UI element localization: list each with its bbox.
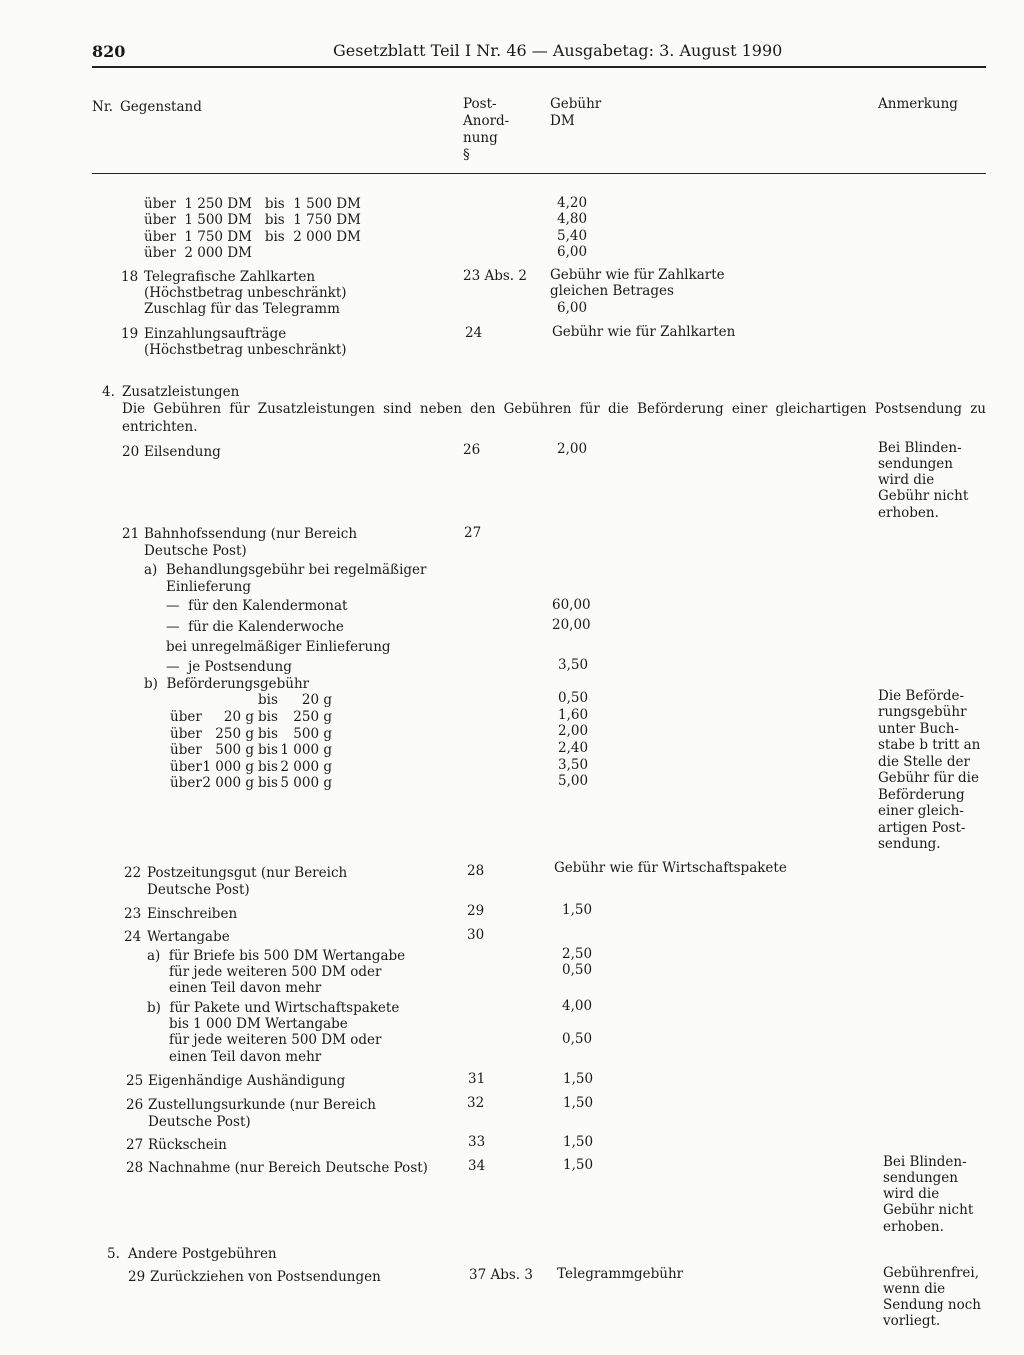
remark: wird die xyxy=(883,1186,940,1202)
sub-item: a) für Briefe bis 500 DM Wertangabe xyxy=(147,948,406,964)
fee-text: gleichen Betrages xyxy=(550,283,674,299)
item-text: Bahnhofssendung (nur Bereich xyxy=(144,526,358,542)
item-number: 27 xyxy=(126,1137,144,1153)
item-text: (Höchstbetrag unbeschränkt) xyxy=(144,285,347,301)
fee-value: 5,00 xyxy=(558,773,589,789)
fee-value: 4,80 xyxy=(557,211,588,227)
item-text: (Höchstbetrag unbeschränkt) xyxy=(144,342,347,358)
fee-value: 1,50 xyxy=(563,1071,594,1087)
fee-value: 6,00 xyxy=(557,244,588,260)
sub-item: bis 1 000 DM Wertangabe xyxy=(169,1016,348,1032)
sub-item: — für die Kalenderwoche xyxy=(166,619,344,635)
item-number: 25 xyxy=(126,1073,144,1089)
fee-value: 2,40 xyxy=(558,740,589,756)
item-text: Nachnahme (nur Bereich Deutsche Post) xyxy=(148,1160,428,1176)
remark: Sendung noch xyxy=(883,1297,981,1313)
paragraph-ref: 26 xyxy=(463,442,481,458)
weight-bis: bis xyxy=(258,726,278,742)
item-number: 19 xyxy=(121,326,139,342)
fee-text: Gebühr wie für Zahlkarten xyxy=(552,324,736,340)
fee-value: 1,60 xyxy=(558,707,589,723)
remark: wenn die xyxy=(883,1281,946,1297)
section-intro: entrichten. xyxy=(122,419,198,435)
weight-from: 2 000 g xyxy=(202,775,254,791)
col-gebuehr-2: DM xyxy=(550,113,575,129)
weight-from: 20 g xyxy=(223,709,254,725)
remark: Beförderung xyxy=(878,787,965,803)
item-text: Einschreiben xyxy=(147,906,238,922)
remark: Gebühr nicht xyxy=(883,1202,974,1218)
sub-item: a) Behandlungsgebühr bei regelmäßiger xyxy=(144,562,427,578)
fee-value: 20,00 xyxy=(552,617,591,633)
remark: die Stelle der xyxy=(878,754,970,770)
item-text: Rückschein xyxy=(148,1137,227,1153)
col-post-anordnung-4: § xyxy=(463,147,470,163)
paragraph-ref: 34 xyxy=(468,1158,486,1174)
remark: wird die xyxy=(878,472,935,488)
paragraph-ref: 31 xyxy=(468,1071,486,1087)
weight-bis: bis xyxy=(258,692,278,708)
weight-ueber: über xyxy=(170,742,202,758)
fee-value: 2,00 xyxy=(558,723,589,739)
weight-ueber: über xyxy=(170,759,202,775)
sub-item: Einlieferung xyxy=(166,579,251,595)
item-text: Zustellungsurkunde (nur Bereich xyxy=(148,1097,376,1113)
fee-value: 1,50 xyxy=(563,1095,594,1111)
remark: erhoben. xyxy=(883,1219,944,1235)
sub-item: für jede weiteren 500 DM oder xyxy=(169,964,382,980)
fee-value: 0,50 xyxy=(558,690,589,706)
sub-item: bei unregelmäßiger Einlieferung xyxy=(166,639,391,655)
item-text: Zuschlag für das Telegramm xyxy=(144,301,340,317)
item-text: Deutsche Post) xyxy=(144,543,247,559)
item-text: Wertangabe xyxy=(147,929,230,945)
weight-bis: bis xyxy=(258,759,278,775)
item-number: 28 xyxy=(126,1160,144,1176)
section-intro: Die Gebühren für Zusatzleistungen sind neben den Gebühren für die Beförderung einer gleichartigen Postsendung zu xyxy=(122,401,986,417)
paragraph-ref: 32 xyxy=(467,1095,485,1111)
col-gegenstand: Gegenstand xyxy=(120,99,202,115)
remark: vorliegt. xyxy=(883,1313,941,1329)
col-gebuehr-1: Gebühr xyxy=(550,96,602,112)
col-post-anordnung-2: Anord- xyxy=(463,113,510,129)
item-number: 29 xyxy=(128,1269,146,1285)
weight-bis: bis xyxy=(258,742,278,758)
remark: artigen Post- xyxy=(878,820,966,836)
item-number: 24 xyxy=(124,929,142,945)
weight-ueber: über xyxy=(170,775,202,791)
remark: unter Buch- xyxy=(878,721,959,737)
fee-value: 60,00 xyxy=(552,597,591,613)
fee-value: 1,50 xyxy=(563,1157,594,1173)
remark: einer gleich- xyxy=(878,803,964,819)
sub-item: b) Beförderungsgebühr xyxy=(144,676,310,692)
weight-to: 250 g xyxy=(293,709,332,725)
remark: Gebühr für die xyxy=(878,770,979,786)
paragraph-ref: 37 Abs. 3 xyxy=(469,1267,533,1283)
remark: Bei Blinden- xyxy=(883,1154,967,1170)
fee-value: 2,00 xyxy=(557,441,588,457)
remark: stabe b tritt an xyxy=(878,737,981,753)
weight-to: 5 000 g xyxy=(280,775,332,791)
item-text: Einzahlungsaufträge xyxy=(144,326,287,342)
weight-to: 2 000 g xyxy=(280,759,332,775)
item-number: 26 xyxy=(126,1097,144,1113)
list-item: über 1 250 DM bis 1 500 DM xyxy=(144,196,361,212)
item-number: 20 xyxy=(122,444,140,460)
remark: Bei Blinden- xyxy=(878,440,962,456)
item-text: Eilsendung xyxy=(144,444,221,460)
col-post-anordnung-3: nung xyxy=(463,130,498,146)
paragraph-ref: 24 xyxy=(465,325,483,341)
sub-item: für jede weiteren 500 DM oder xyxy=(169,1032,382,1048)
fee-value: 1,50 xyxy=(562,902,593,918)
remark: erhoben. xyxy=(878,505,939,521)
item-text: Deutsche Post) xyxy=(147,882,250,898)
paragraph-ref: 23 Abs. 2 xyxy=(463,268,527,284)
paragraph-ref: 30 xyxy=(467,927,485,943)
item-text: Postzeitungsgut (nur Bereich xyxy=(147,865,348,881)
sub-item: einen Teil davon mehr xyxy=(169,1049,322,1065)
weight-bis: bis xyxy=(258,775,278,791)
weight-from: 500 g xyxy=(215,742,254,758)
weight-to: 20 g xyxy=(301,692,332,708)
item-text: Eigenhändige Aushändigung xyxy=(148,1073,346,1089)
sub-item: — je Postsendung xyxy=(166,659,292,675)
list-item: über 2 000 DM xyxy=(144,245,252,261)
fee-value: 6,00 xyxy=(557,300,588,316)
item-text: Telegrafische Zahlkarten xyxy=(144,269,316,285)
remark: Gebühr nicht xyxy=(878,488,969,504)
item-number: 23 xyxy=(124,906,142,922)
fee-value: 5,40 xyxy=(557,228,588,244)
remark: Gebührenfrei, xyxy=(883,1265,979,1281)
col-anmerkung: Anmerkung xyxy=(878,96,958,112)
sub-item: — für den Kalendermonat xyxy=(166,598,348,614)
weight-from: 1 000 g xyxy=(202,759,254,775)
weight-to: 500 g xyxy=(293,726,332,742)
remark: Die Beförde- xyxy=(878,688,965,704)
fee-value: 3,50 xyxy=(558,657,589,673)
weight-from: 250 g xyxy=(215,726,254,742)
fee-text: Telegrammgebühr xyxy=(557,1266,684,1282)
sub-item: b) für Pakete und Wirtschaftspakete xyxy=(147,1000,400,1016)
col-nr: Nr. xyxy=(92,99,114,115)
gazette-header-title: Gesetzblatt Teil I Nr. 46 — Ausgabetag: 3. August 1990 xyxy=(333,41,783,60)
fee-value: 0,50 xyxy=(562,962,593,978)
section-number: 4. xyxy=(102,384,115,400)
header-rule xyxy=(92,66,986,68)
col-post-anordnung-1: Post- xyxy=(463,96,497,112)
remark: sendungen xyxy=(878,456,953,472)
remark: sendungen xyxy=(883,1170,958,1186)
remark: rungsgebühr xyxy=(878,704,967,720)
item-number: 18 xyxy=(121,269,139,285)
page-number: 820 xyxy=(92,42,126,61)
fee-value: 2,50 xyxy=(562,946,593,962)
fee-text: Gebühr wie für Zahlkarte xyxy=(550,267,725,283)
weight-ueber: über xyxy=(170,726,202,742)
paragraph-ref: 33 xyxy=(468,1134,486,1150)
fee-value: 0,50 xyxy=(562,1031,593,1047)
item-text: Deutsche Post) xyxy=(148,1114,251,1130)
fee-value: 1,50 xyxy=(563,1134,594,1150)
section-number: 5. xyxy=(107,1246,120,1262)
section-title: Andere Postgebühren xyxy=(128,1246,277,1262)
weight-ueber: über xyxy=(170,709,202,725)
paragraph-ref: 27 xyxy=(464,525,482,541)
fee-text: Gebühr wie für Wirtschaftspakete xyxy=(554,860,787,876)
weight-bis: bis xyxy=(258,709,278,725)
list-item: über 1 750 DM bis 2 000 DM xyxy=(144,229,361,245)
fee-value: 4,00 xyxy=(562,998,593,1014)
column-header-rule xyxy=(92,173,986,174)
sub-item: einen Teil davon mehr xyxy=(169,980,322,996)
fee-value: 3,50 xyxy=(558,757,589,773)
item-number: 21 xyxy=(122,526,140,542)
paragraph-ref: 28 xyxy=(467,863,485,879)
fee-value: 4,20 xyxy=(557,195,588,211)
weight-to: 1 000 g xyxy=(280,742,332,758)
section-title: Zusatzleistungen xyxy=(122,384,240,400)
paragraph-ref: 29 xyxy=(467,903,485,919)
item-number: 22 xyxy=(124,865,142,881)
list-item: über 1 500 DM bis 1 750 DM xyxy=(144,212,361,228)
remark: sendung. xyxy=(878,836,941,852)
item-text: Zurückziehen von Postsendungen xyxy=(150,1269,381,1285)
